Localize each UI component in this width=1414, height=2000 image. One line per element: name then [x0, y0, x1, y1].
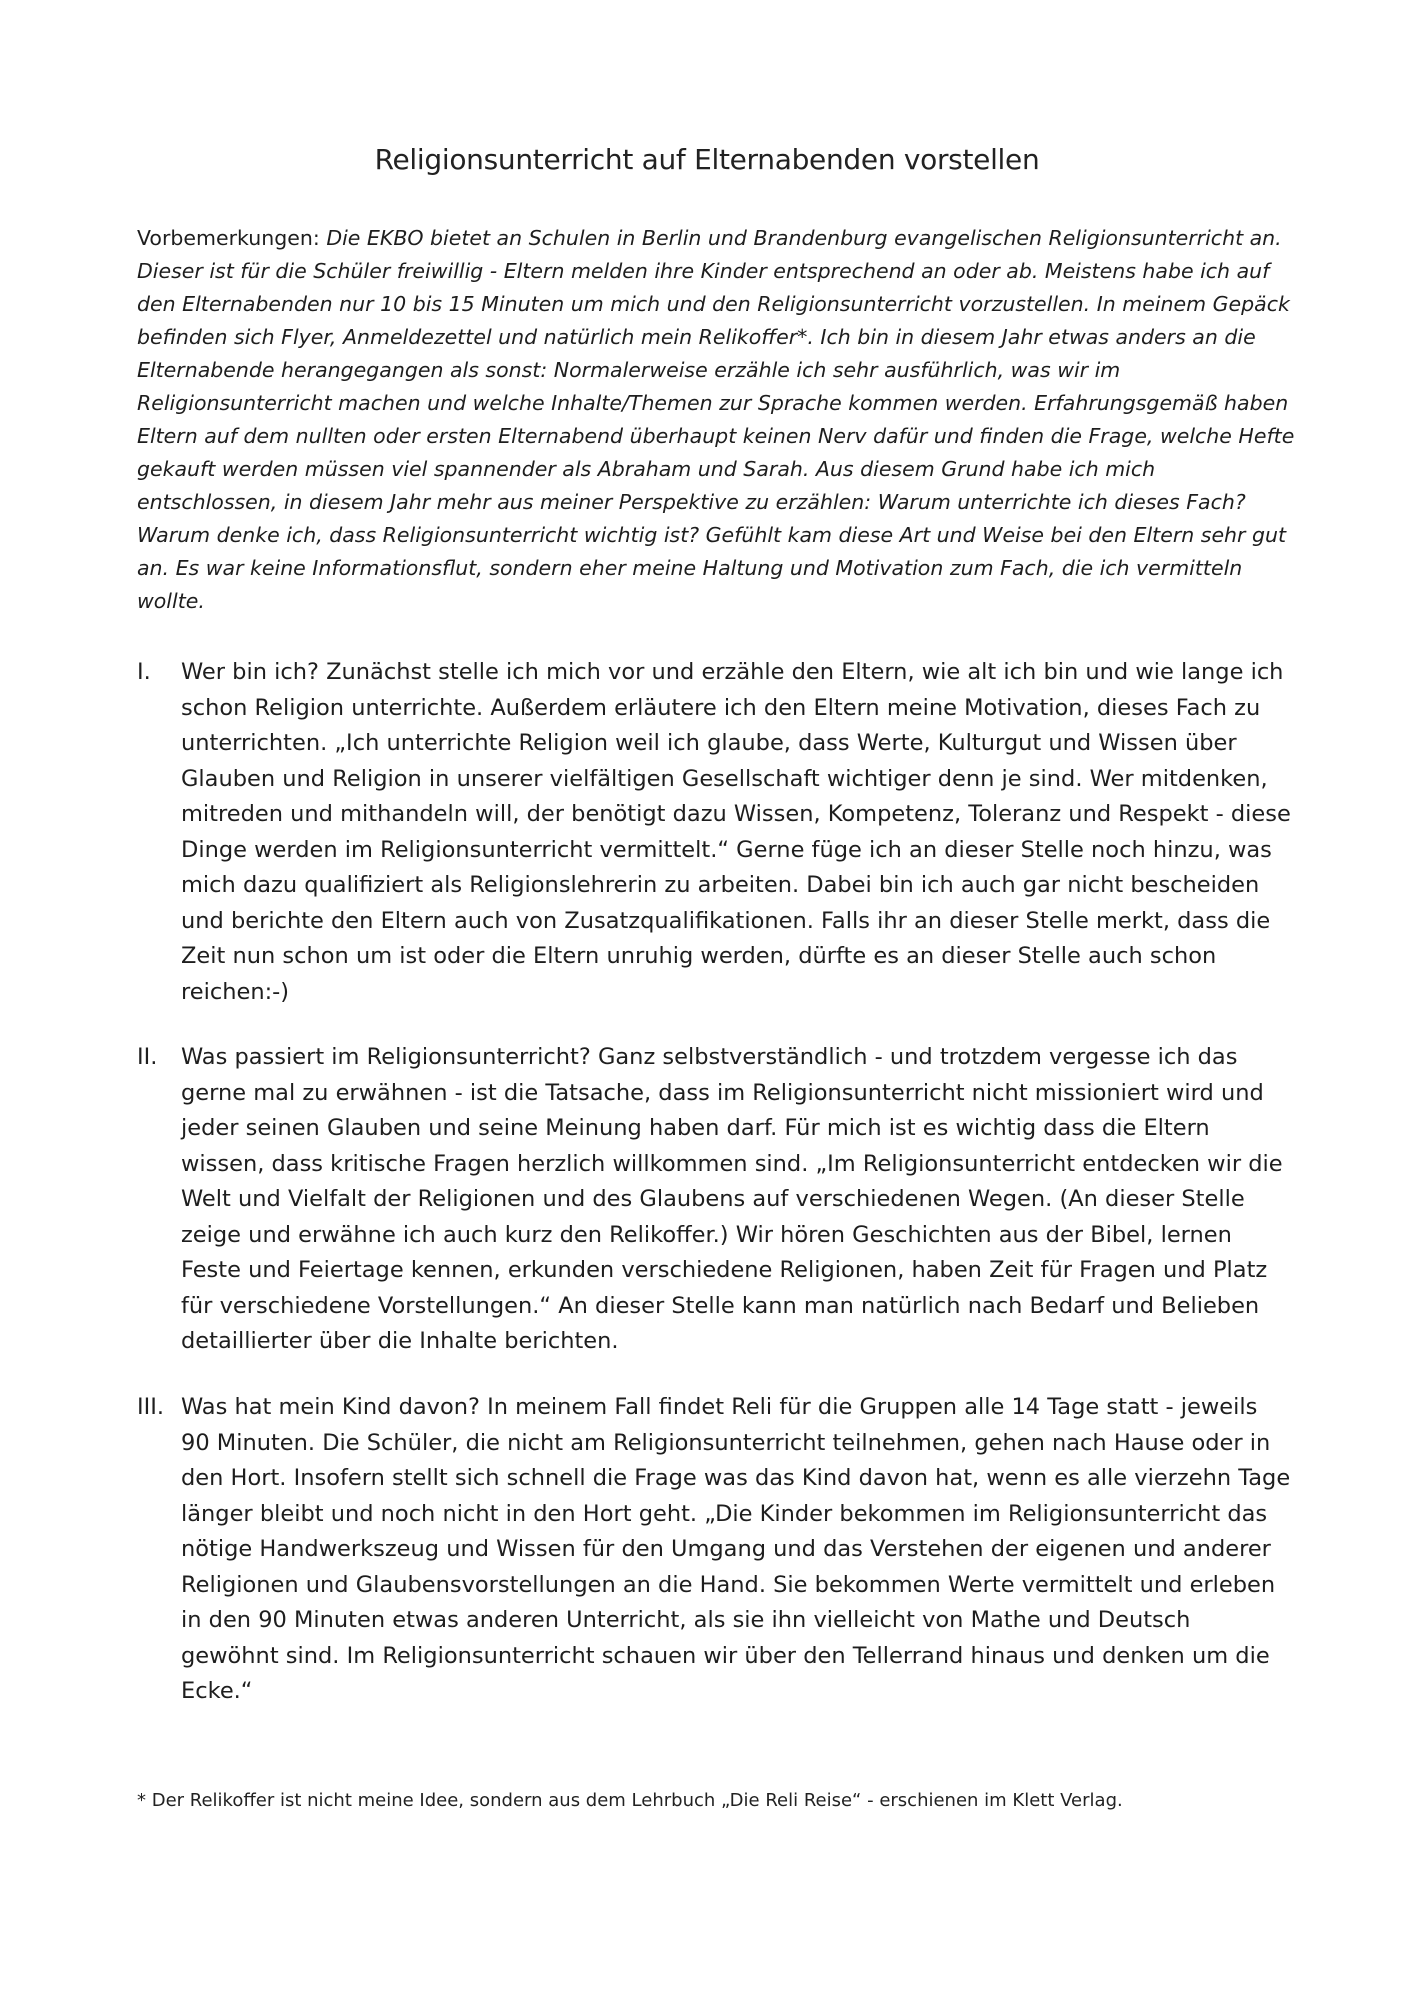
- list-item-text: Was hat mein Kind davon? In meinem Fall findet Reli für die Gruppen alle 14 Tage statt - jeweils 90 Minuten. Die Schüler, die nicht am Religionsunterricht teilnehmen, gehen nach Hause oder in den Hort. Insofern stellt sich schnell die Frage was das Kind davon hat, wenn es alle vierzehn Tage länger bleibt und noch nicht in den Hort geht. „Die Kinder bekommen im Religionsunterricht das nötige Handwerkszeug und Wissen für den Umgang und das Verstehen der eigenen und anderer Religionen und Glaubensvorstellungen an die Hand. Sie bekommen Werte vermittelt und erleben in den 90 Minuten etwas anderen Unterricht, als sie ihn vielleicht von Mathe und Deutsch gewöhnt sind. Im Religionsunterricht schauen wir über den Tellerrand hinaus und denken um die Ecke.“: [181, 1394, 1291, 1704]
- preliminary-text: Die EKBO bietet an Schulen in Berlin und Brandenburg evangelischen Religionsunterricht an. Dieser ist für die Schüler freiwillig - Eltern melden ihre Kinder entsprechend an oder ab. Meistens habe ich auf den Elternabenden nur 10 bis 15 Minuten um mich und den Religionsunterricht vorzustellen. In meinem Gepäck befinden sich Flyer, Anmeldezettel und natürlich mein Relikoffer*. Ich bin in diesem Jahr etwas anders an die Elternabende herangegangen als sonst: Normalerweise erzähle ich sehr ausführlich, was wir im Religionsunterricht machen und welche Inhalte/Themen zur Sprache kommen werden. Erfahrungsgemäß haben Eltern auf dem nullten oder ersten Elternabend überhaupt keinen Nerv dafür und finden die Frage, welche Hefte gekauft werden müssen viel spannender als Abraham und Sarah. Aus diesem Grund habe ich mich entschlossen, in diesem Jahr mehr aus meiner Perspektive zu erzählen: Warum unterrichte ich dieses Fach? Warum denke ich, dass Religionsunterricht wichtig ist? Gefühlt kam diese Art und Weise bei den Eltern sehr gut an. Es war keine Informationsflut, sondern eher meine Haltung und Motivation zum Fach, die ich vermitteln wollte.: [137, 226, 1295, 613]
- list-item: [137, 1040, 1297, 1360]
- list-item-number: II.: [137, 1044, 158, 1070]
- page-title: Religionsunterricht auf Elternabenden vorstellen: [374, 143, 1040, 176]
- preliminary-remarks: [137, 222, 1297, 618]
- preliminary-label: Vorbemerkungen:: [137, 226, 327, 250]
- footnote: * Der Relikoffer ist nicht meine Idee, sondern aus dem Lehrbuch „Die Reli Reise“ - erschienen im Klett Verlag.: [137, 1790, 1123, 1811]
- list-item: [137, 655, 1297, 1010]
- list-item-number: I.: [137, 659, 151, 685]
- list-item-text: Wer bin ich? Zunächst stelle ich mich vor und erzähle den Eltern, wie alt ich bin und wie lange ich schon Religion unterrichte. Außerdem erläutere ich den Eltern meine Motivation, dieses Fach zu unterrichten. „Ich unterrichte Religion weil ich glaube, dass Werte, Kulturgut und Wissen über Glauben und Religion in unserer vielfältigen Gesellschaft wichtiger denn je sind. Wer mitdenken, mitreden und mithandeln will, der benötigt dazu Wissen, Kompetenz, Toleranz und Respekt - diese Dinge werden im Religionsunterricht vermittelt.“ Gerne füge ich an dieser Stelle noch hinzu, was mich dazu qualifiziert als Religionslehrerin zu arbeiten. Dabei bin ich auch gar nicht bescheiden und berichte den Eltern auch von Zusatzqualifikationen. Falls ihr an dieser Stelle merkt, dass die Zeit nun schon um ist oder die Eltern unruhig werden, dürfte es an dieser Stelle auch schon reichen:-): [181, 659, 1291, 1005]
- list-item-text: Was passiert im Religionsunterricht? Ganz selbstverständlich - und trotzdem vergesse ich das gerne mal zu erwähnen - ist die Tatsache, dass im Religionsunterricht nicht missioniert wird und jeder seinen Glauben und seine Meinung haben darf. Für mich ist es wichtig dass die Eltern wissen, dass kritische Fragen herzlich willkommen sind. „Im Religionsunterricht entdecken wir die Welt und Vielfalt der Religionen und des Glaubens auf verschiedenen Wegen. (An dieser Stelle zeige und erwähne ich auch kurz den Relikoffer.) Wir hören Geschichten aus der Bibel, lernen Feste und Feiertage kennen, erkunden verschiedene Religionen, haben Zeit für Fragen und Platz für verschiedene Vorstellungen.“ An dieser Stelle kann man natürlich nach Bedarf und Belieben detaillierter über die Inhalte berichten.: [181, 1044, 1283, 1354]
- list-item: [137, 1390, 1297, 1710]
- list-item-number: III.: [137, 1394, 165, 1420]
